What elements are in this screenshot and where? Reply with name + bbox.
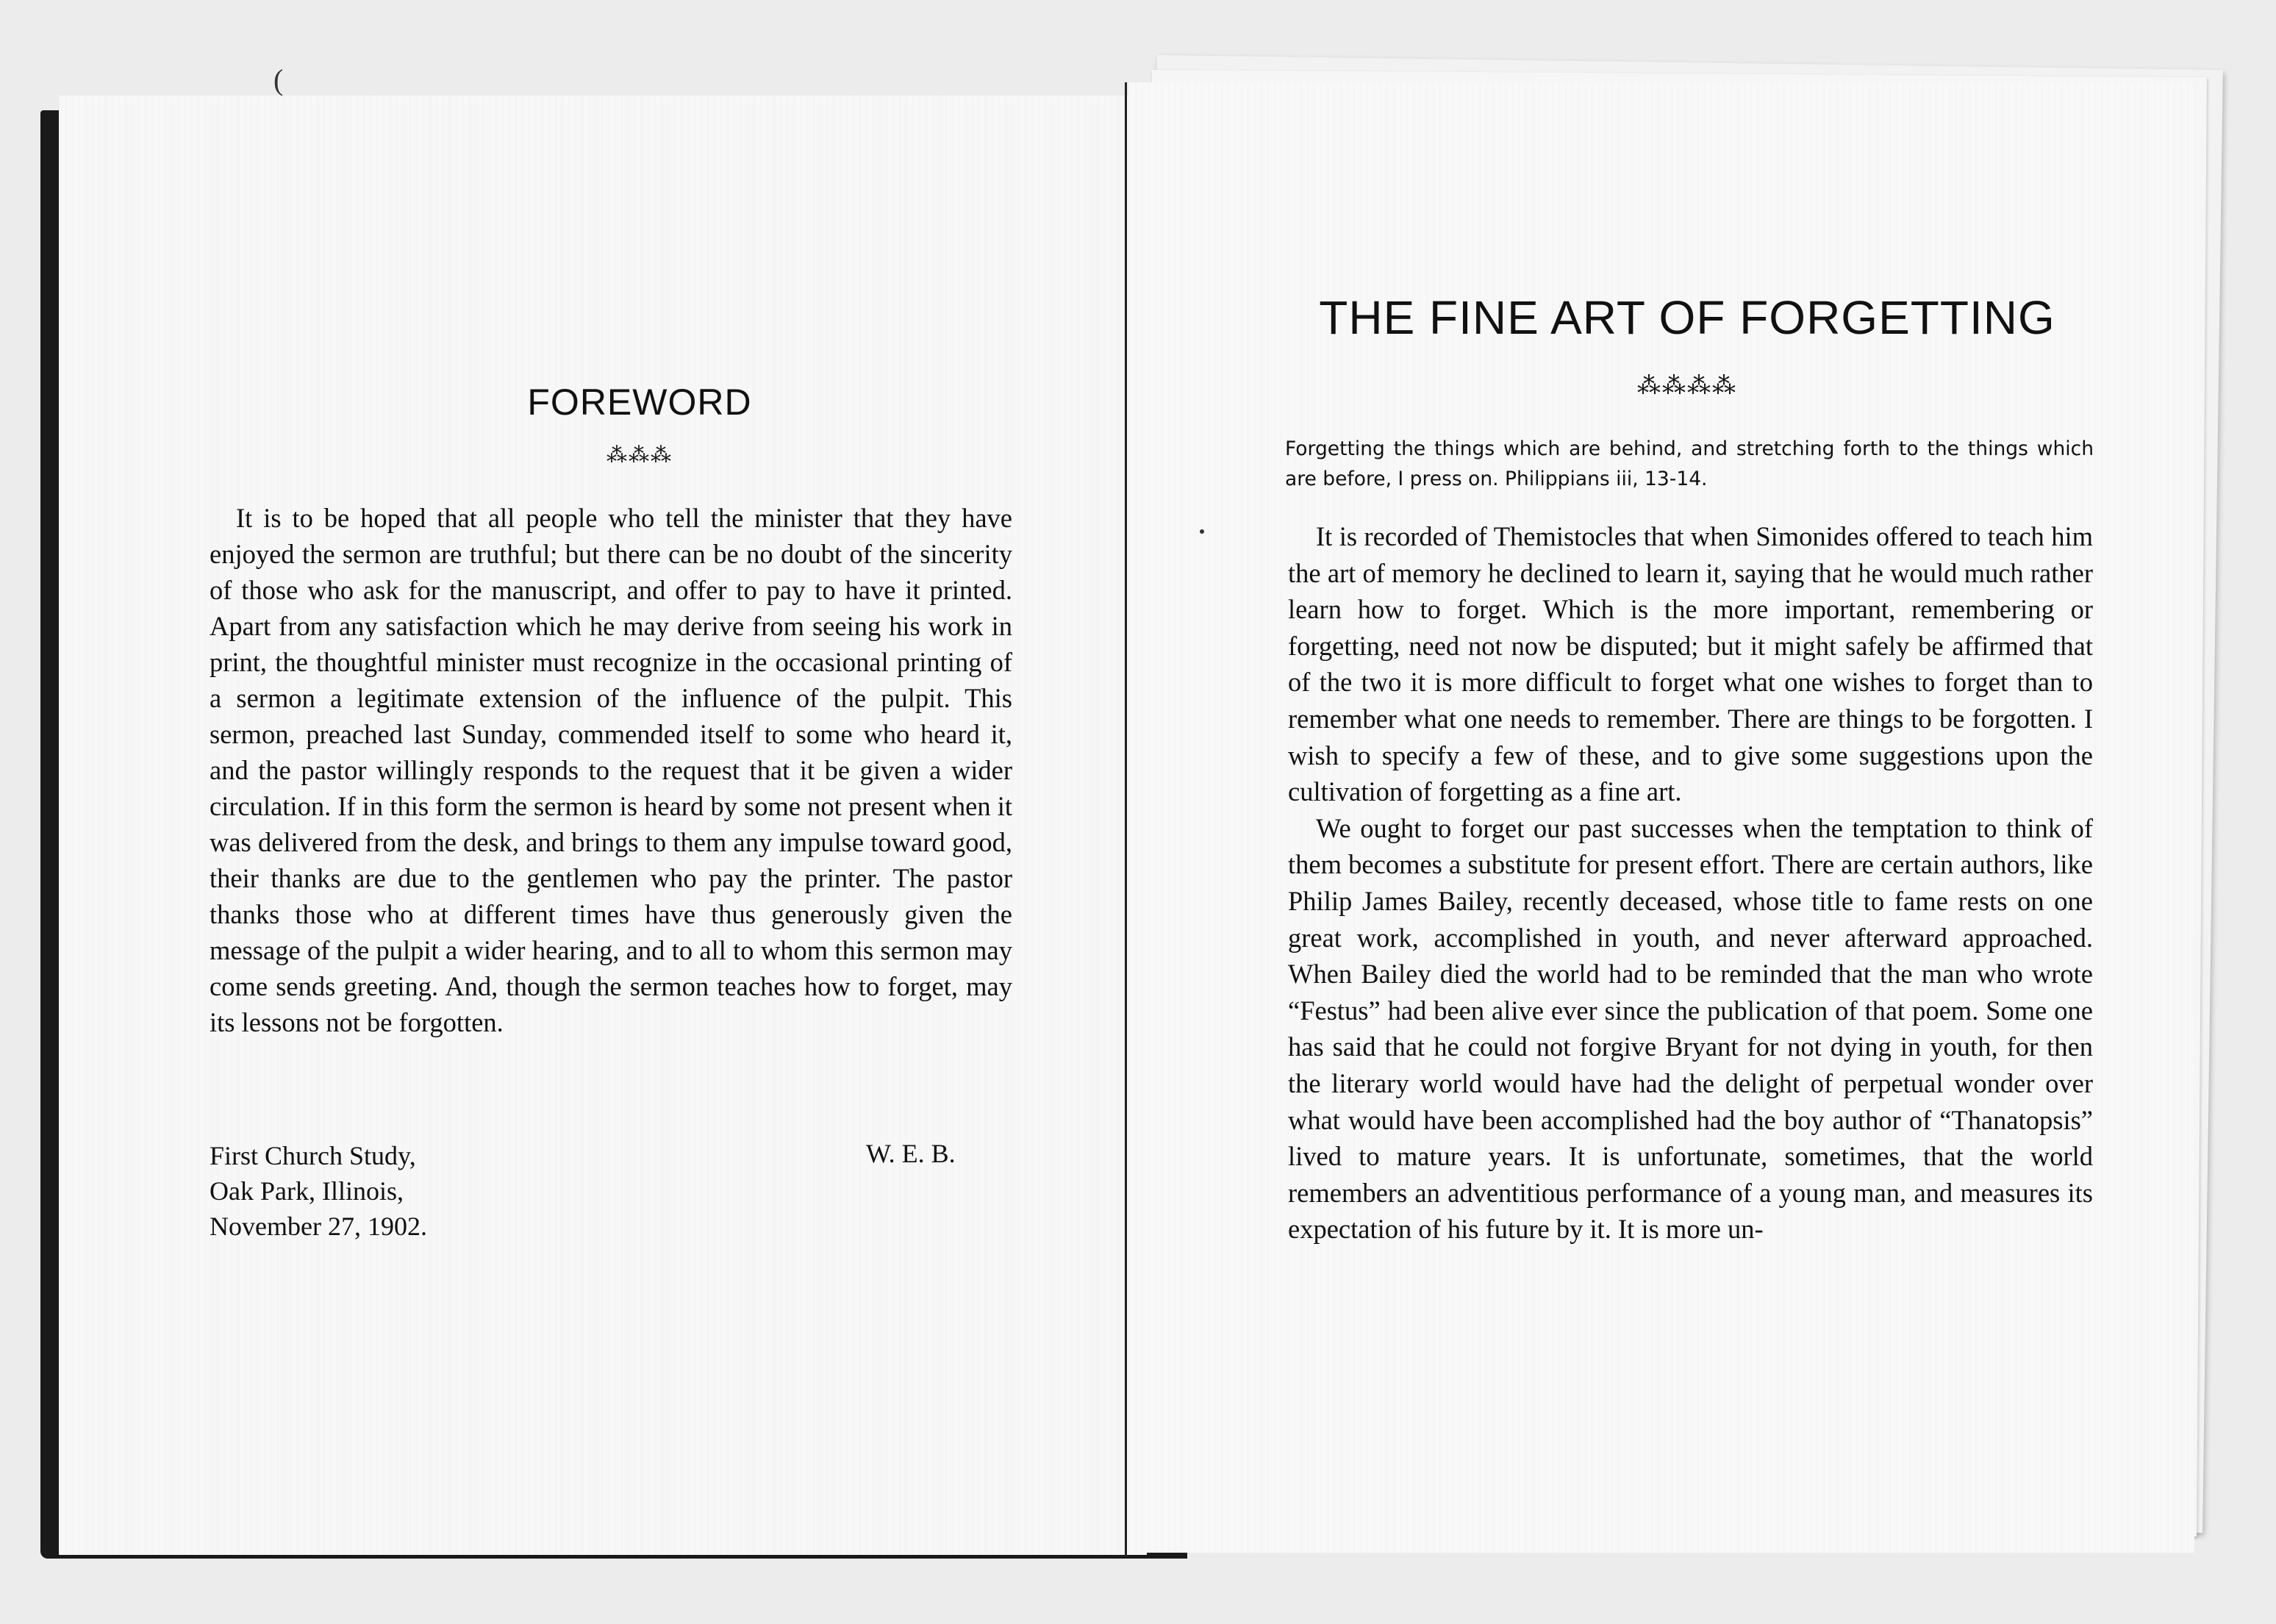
sermon-ornament: ⁂⁂⁂⁂ [1637, 372, 1737, 398]
foreword-signature: W. E. B. [866, 1139, 956, 1168]
book-spine [1125, 82, 1127, 1556]
place-line-2: Oak Park, Illinois, [210, 1176, 404, 1206]
sermon-title: THE FINE ART OF FORGETTING [1319, 291, 2055, 344]
foreword-body: It is to be hoped that all people who tell the minister that they have enjoyed the sermon are truthful; but there can be no doubt of the sincerity of those who ask for the manuscript, and offer to pay to have it printed. Apart from any satisfaction which he may derive from seeing his work in print, the thoughtful minister must recognize in the occasional printing of a sermon a legitimate extension of the influence of the pulpit. This sermon, preached last Sunday, commended itself to some who heard it, and the pastor willingly responds to the request that it be given a wider circulation. If in this form the sermon is heard by some not present when it was delivered from the desk, and brings to them any impulse toward good, their thanks are due to the gentlemen who pay the printer. The pastor thanks those who at different times have thus generously given the message of the pulpit a wider hearing, and to all to whom this sermon may come sends greeting. And, though the sermon teaches how to forget, may its lessons not be forgotten. [210, 503, 1012, 1037]
sermon-epigraph: Forgetting the things which are behind, and stretching forth to the things which are before, I press on. Philippians iii, 13-14. [1285, 437, 2094, 490]
foreword-ornament: ⁂⁂⁂ [606, 444, 673, 467]
foreword-place-date [210, 1138, 427, 1244]
paper-tab-mark: ( [273, 63, 284, 96]
place-line-1: First Church Study, [210, 1141, 416, 1170]
sermon-body [1288, 518, 2093, 1248]
place-line-3: November 27, 1902. [210, 1212, 427, 1241]
sermon-paragraph-2: We ought to forget our past successes when the temptation to think of them becomes a substitute for present effort. There are certain authors, like Philip James Bailey, recently deceased, whose title to fame rests on one great work, accomplished in youth, and never afterward approached. When Bailey died the world had to be reminded that the man who wrote “Festus” had been alive ever since the publication of that poem. Some one has said that he could not forgive Bryant for not dying in youth, for then the literary world would have had the delight of perpetual wonder over what would have been accomplished had the boy author of “Thanatopsis” lived to mature years. It is unfortunate, sometimes, that the world remembers an adventitious performance of a young man, and measures its expectation of his future by it. It is more un- [1288, 812, 2093, 1245]
sermon-paragraph-1: It is recorded of Themistocles that when Simonides offered to teach him the art of memory he declined to learn it, saying that he would much rather learn how to forget. Which is the more important, remembering or forgetting, need not now be disputed; but it might safely be affirmed that of the two it is more difficult to forget what one wishes to forget than to remember what one needs to remember. There are things to be forgotten. I wish to specify a few of these, and to give some suggestions upon the cultivation of forgetting as a fine art. [1288, 521, 2093, 807]
foreword-title: FOREWORD [527, 382, 752, 423]
ink-speck [1200, 529, 1204, 534]
